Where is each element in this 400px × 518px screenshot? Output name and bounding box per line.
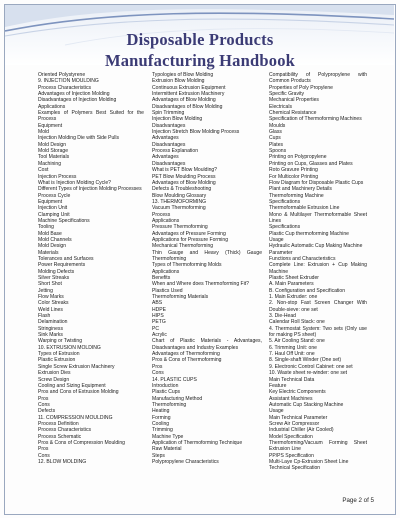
toc-entry: Examples of Polymers Best Suited for the Process bbox=[38, 110, 144, 123]
toc-entry: Plastic Sheet Extruder bbox=[269, 275, 319, 281]
toc-entry: Power Requirements bbox=[38, 262, 86, 269]
toc-entry: Thermoforming Materials bbox=[152, 294, 209, 301]
toc-entry: Specification of Thermoforming Machines bbox=[269, 116, 362, 123]
toc-entry: Sink Marks bbox=[38, 332, 63, 339]
toc-entry: 4. Thermostat System: Two sets (Only use for making PS sheet) bbox=[269, 325, 367, 339]
toc-entry: Flow Diagram for Disposable Plastic Cups bbox=[269, 179, 364, 186]
toc-entry: Jetting bbox=[38, 287, 53, 294]
toc-entry: Injection Unit bbox=[38, 205, 68, 212]
toc-entry: Mold Storage bbox=[38, 148, 69, 155]
toc-entry: Warping or Twisting bbox=[38, 338, 83, 345]
toc-entry: Types of Extrusion bbox=[38, 351, 80, 358]
toc-entry: Disadvantages of Blow Molding bbox=[152, 103, 223, 110]
toc-entry: Chemical Resistance bbox=[269, 110, 317, 117]
toc-column-2 bbox=[152, 72, 262, 465]
toc-entry: Screw Design bbox=[38, 376, 70, 383]
toc-entry: Plastic Extrusion bbox=[38, 357, 76, 364]
toc-entry: Vacuum Thermoforming bbox=[152, 205, 206, 212]
toc-entry: Hydraulic Automatic Cup Making Machine bbox=[269, 243, 363, 250]
toc-entry: 7. Haul Off Unit: one bbox=[269, 351, 315, 358]
toc-entry: Complete Line: Extrusion + Cup Making Machine bbox=[269, 262, 367, 275]
toc-entry: 1. Main Extruder: one bbox=[269, 294, 318, 301]
toc-entry: Pros & Cons of Compression Moulding bbox=[38, 439, 125, 446]
toc-entry: Forming bbox=[152, 414, 171, 421]
toc-entry: 5. Air Cooling Stand: one bbox=[269, 338, 325, 345]
toc-entry: Mechanical Thermoforming bbox=[152, 243, 214, 250]
toc-entry: Different Types of Injection Molding Processes bbox=[38, 186, 142, 193]
toc-entry: Mold Design bbox=[38, 243, 67, 250]
toc-entry: Process Definition bbox=[38, 420, 79, 427]
toc-entry: Injection Stretch Blow Molding Process bbox=[152, 129, 240, 136]
toc-entry: Calendar Roll Stack: one bbox=[269, 319, 325, 326]
toc-entry: Properties of Poly Propylene bbox=[269, 84, 333, 91]
toc-entry: Main Technical Parameter bbox=[269, 414, 328, 421]
toc-entry: Pressure Thermoforming bbox=[152, 224, 208, 231]
toc-entry: 8. Single-shaft Winder (One set) bbox=[269, 357, 342, 364]
toc-entry: Chart of Plastic Materials - Advantages, Disadvantages and Industry Examples bbox=[152, 338, 262, 351]
toc-entry: 2. Non-stop Fast Screen Changer With Double-sieve: one set bbox=[269, 300, 367, 313]
toc-entry: Key Electric Components bbox=[269, 389, 326, 396]
toc-entry: Acrylic bbox=[152, 332, 167, 339]
toc-entry: Application of Thermoforming Technique bbox=[152, 439, 243, 446]
toc-entry: Short Shot bbox=[38, 281, 62, 288]
toc-entry: Injection Blow Molding bbox=[152, 116, 203, 123]
toc-entry: Blow Moulding Glossary bbox=[152, 192, 207, 199]
toc-entry: Silver Streaks bbox=[38, 275, 70, 281]
toc-entry: Specific Gravity bbox=[269, 91, 305, 98]
toc-entry: Mold Base bbox=[38, 230, 62, 237]
toc-entry: Trimming bbox=[152, 427, 173, 434]
toc-entry: 11. COMPRESSION MOULDING bbox=[38, 414, 113, 421]
toc-entry: Extrusion Dies bbox=[38, 370, 71, 377]
toc-entry: Intermittent Extrusion Machinery bbox=[152, 91, 225, 98]
toc-entry: What is PET Blow Moulding? bbox=[152, 167, 217, 174]
toc-entry: Typologies of Blow Molding bbox=[152, 72, 214, 78]
toc-entry: Electricals bbox=[269, 103, 292, 110]
toc-entry: Machine Specifications bbox=[38, 217, 90, 224]
toc-entry: 12. BLOW MOLDING bbox=[38, 458, 87, 465]
toc-entry: Tolerances and Surfaces bbox=[38, 255, 94, 262]
toc-entry: 9. INJECTION MOULDING bbox=[38, 78, 99, 85]
toc-entry: Moulds bbox=[269, 122, 286, 129]
toc-entry: Defects bbox=[38, 408, 56, 415]
toc-entry: Equipment bbox=[38, 122, 63, 129]
toc-entry: Mold Channels bbox=[38, 236, 72, 243]
toc-entry: Applications for Pressure Forming bbox=[152, 236, 229, 243]
toc-entry: Continuous Extrusion Equipment bbox=[152, 84, 226, 91]
toc-entry: Cooling and Sizing Equipment bbox=[38, 382, 106, 389]
toc-entry: Process Characteristics bbox=[38, 84, 92, 91]
toc-entry: Advantages of Injection Molding bbox=[38, 91, 110, 98]
toc-entry: Advantages of Blow Molding bbox=[152, 97, 216, 104]
toc-entry: Industrial Chiller (Air Cooled) bbox=[269, 427, 334, 434]
toc-entry: 13. THERMOFORMING bbox=[152, 198, 207, 205]
toc-entry: Automatic Cup Stacking Machine bbox=[269, 401, 344, 408]
toc-entry: ABS bbox=[152, 300, 163, 307]
toc-entry: Multi-Laye Cp-Extrusion Sheet Line bbox=[269, 458, 349, 465]
toc-entry: PP/PS Specification bbox=[269, 452, 314, 459]
toc-entry: Advantages bbox=[152, 135, 179, 142]
toc-entry: Mono & Multilayer Thermoformable Sheet Lines bbox=[269, 211, 367, 224]
toc-entry: Cost bbox=[38, 167, 49, 174]
toc-entry: Cups bbox=[269, 135, 281, 142]
toc-entry: Specifications bbox=[269, 224, 301, 231]
toc-entry: HIPS bbox=[152, 313, 164, 320]
toc-entry: Screw Air Compressor bbox=[269, 420, 320, 427]
toc-entry: Flow Marks bbox=[38, 294, 64, 301]
toc-entry: Assistant Machines bbox=[269, 395, 313, 402]
toc-entry: Clamping Unit bbox=[38, 211, 70, 218]
toc-entry: Parameter bbox=[269, 249, 293, 256]
toc-entry: 14. PLASTIC CUPS bbox=[152, 376, 197, 383]
toc-entry: Disadvantages bbox=[152, 141, 186, 148]
toc-entry: 6. Trimming Unit: one bbox=[269, 344, 317, 351]
toc-entry: 3. Die-Head bbox=[269, 313, 296, 320]
toc-entry: Plant and Machinery Details bbox=[269, 186, 332, 193]
toc-entry: Plates bbox=[269, 141, 284, 148]
toc-entry: Usage bbox=[269, 236, 284, 243]
toc-entry: Color Streaks bbox=[38, 300, 69, 307]
toc-entry: Pros bbox=[152, 363, 163, 370]
page-number: Page 2 of 5 bbox=[342, 497, 374, 504]
toc-entry: Mechanical Properties bbox=[269, 97, 319, 104]
toc-entry: PETG bbox=[152, 319, 166, 326]
toc-entry: Spin Trimming bbox=[152, 110, 185, 117]
toc-entry: Process bbox=[152, 211, 171, 218]
toc-entry: Molding Defects bbox=[38, 268, 75, 275]
toc-entry: Thermoforming Machine bbox=[269, 192, 324, 199]
toc-entry: Printing on Polypropylene bbox=[269, 154, 327, 161]
toc-entry: Pros and Cons of Extrusion Molding bbox=[38, 389, 119, 396]
toc-entry: 10. Waste sheet re-winder: one set bbox=[269, 370, 348, 377]
toc-entry: PC bbox=[152, 325, 160, 332]
toc-entry: Extrusion Blow Molding bbox=[152, 78, 205, 85]
toc-entry: Process Characteristics bbox=[38, 427, 92, 434]
toc-entry: For Multicolor Printing bbox=[269, 173, 319, 180]
toc-entry: Advantages of Pressure Forming bbox=[152, 230, 226, 237]
toc-entry: Usage bbox=[269, 408, 284, 415]
toc-entry: Process Explanation bbox=[152, 148, 199, 155]
toc-entry: B. Configuration and Specification bbox=[269, 287, 346, 294]
toc-entry: Process Schematic bbox=[38, 433, 82, 440]
toc-entry: Tooling bbox=[38, 224, 54, 231]
toc-entry: 10. EXTRUSION MOLDING bbox=[38, 344, 101, 351]
toc-entry: Pros bbox=[38, 395, 49, 402]
toc-entry: Weld Lines bbox=[38, 306, 63, 313]
toc-entry: Process Cycle bbox=[38, 192, 71, 199]
toc-entry: Mold Design bbox=[38, 141, 67, 148]
toc-entry: Thermoformable Extrusion Line bbox=[269, 205, 340, 212]
toc-entry: Types of Thermoforming Molds bbox=[152, 262, 222, 269]
toc-entry: Manufacturing Method bbox=[152, 395, 203, 402]
toc-entry: Glass bbox=[269, 129, 282, 136]
toc-entry: Advantages of Thermoforming bbox=[152, 351, 220, 358]
toc-entry: Cons bbox=[38, 401, 50, 408]
toc-entry: Technical Specification bbox=[269, 465, 321, 472]
toc-entry: Cons bbox=[152, 370, 164, 377]
toc-entry: Equipment bbox=[38, 198, 63, 205]
toc-entry: Applications bbox=[152, 217, 180, 224]
toc-entry: Materials bbox=[38, 249, 59, 256]
toc-entry: Specifications bbox=[269, 198, 301, 205]
toc-entry: What is Injection Molding Cycle? bbox=[38, 179, 111, 186]
toc-column-1 bbox=[38, 72, 144, 465]
toc-entry: Delamination bbox=[38, 319, 68, 326]
toc-entry: Stringiness bbox=[38, 325, 63, 332]
toc-entry: Machine Type bbox=[152, 433, 184, 440]
toc-entry: Disadvantages bbox=[152, 160, 186, 167]
toc-entry: Machining bbox=[38, 160, 62, 167]
toc-column-3 bbox=[269, 72, 367, 472]
toc-entry: Heating bbox=[152, 408, 170, 415]
toc-entry: Thin Gauge and Heavy (Thick) Gauge Thermoforming bbox=[152, 249, 262, 262]
toc-entry: A. Main Parameters bbox=[269, 281, 314, 288]
toc-entry: 9. Electronic Control Cabinet: one set bbox=[269, 363, 353, 370]
toc-entry: Main Technical Data bbox=[269, 376, 315, 383]
toc-entry: Feature bbox=[269, 382, 287, 389]
toc-entry: Pros bbox=[38, 446, 49, 453]
toc-entry: Injection Process bbox=[38, 173, 77, 180]
document-title-line1: Disposable Products bbox=[126, 30, 274, 49]
toc-entry: Tool Materials bbox=[38, 154, 70, 161]
toc-entry: When and Where does Thermoforming Fit? bbox=[152, 281, 249, 288]
toc-entry: Advantages of Blow Molding bbox=[152, 179, 216, 186]
toc-entry: Thermoforming/Vacuum Forming Sheet Extrusion Line bbox=[269, 439, 367, 453]
toc-entry: HDPE bbox=[152, 306, 167, 313]
toc-entry: Printing on Cups, Glasses and Plates bbox=[269, 160, 353, 167]
toc-entry: Defects & Troubleshooting bbox=[152, 186, 212, 193]
toc-entry: Model Specification bbox=[269, 433, 313, 440]
toc-entry: Steps bbox=[152, 452, 165, 459]
toc-entry: Plastic Cups bbox=[152, 389, 181, 396]
toc-entry: Cooling bbox=[152, 420, 170, 427]
toc-entry: Applications bbox=[38, 103, 66, 110]
toc-entry: Injection Molding Die with Side Pulls bbox=[38, 135, 120, 142]
toc-entry: Benefits bbox=[152, 275, 171, 281]
toc-entry: Oriented Polystyrene bbox=[38, 72, 86, 78]
toc-entry: Single Screw Extrusion Machinery bbox=[38, 363, 115, 370]
toc-entry: Pros & Cons of Thermoforming bbox=[152, 357, 222, 364]
toc-entry: Cons bbox=[38, 452, 50, 459]
toc-entry: Flash bbox=[38, 313, 51, 320]
toc-entry: Compatibility of Polypropylene with Common Products bbox=[269, 72, 367, 85]
toc-entry: Introduction bbox=[152, 382, 179, 389]
toc-entry: Roto Gravure Printing bbox=[269, 167, 318, 174]
toc-entry: Advantages bbox=[152, 154, 179, 161]
toc-entry: Thermoforming bbox=[152, 401, 187, 408]
toc-entry: Polypropylene Characteristics bbox=[152, 458, 219, 465]
toc-entry: Disadvantages bbox=[152, 122, 186, 129]
toc-entry: Functions and Characteristics bbox=[269, 255, 336, 262]
toc-entry: Applications bbox=[152, 268, 180, 275]
toc-entry: Mold bbox=[38, 129, 49, 136]
toc-entry: Plastic Cup thermoforming Machine bbox=[269, 230, 349, 237]
toc-entry: PET Blow Moulding Process bbox=[152, 173, 216, 180]
toc-entry: Spoons bbox=[269, 148, 287, 155]
toc-entry: Disadvantages of Injection Molding bbox=[38, 97, 117, 104]
document-title-line2: Manufacturing Handbook bbox=[104, 51, 296, 70]
toc-entry: Raw Material bbox=[152, 446, 182, 453]
toc-entry: Plastics Used bbox=[152, 287, 183, 294]
